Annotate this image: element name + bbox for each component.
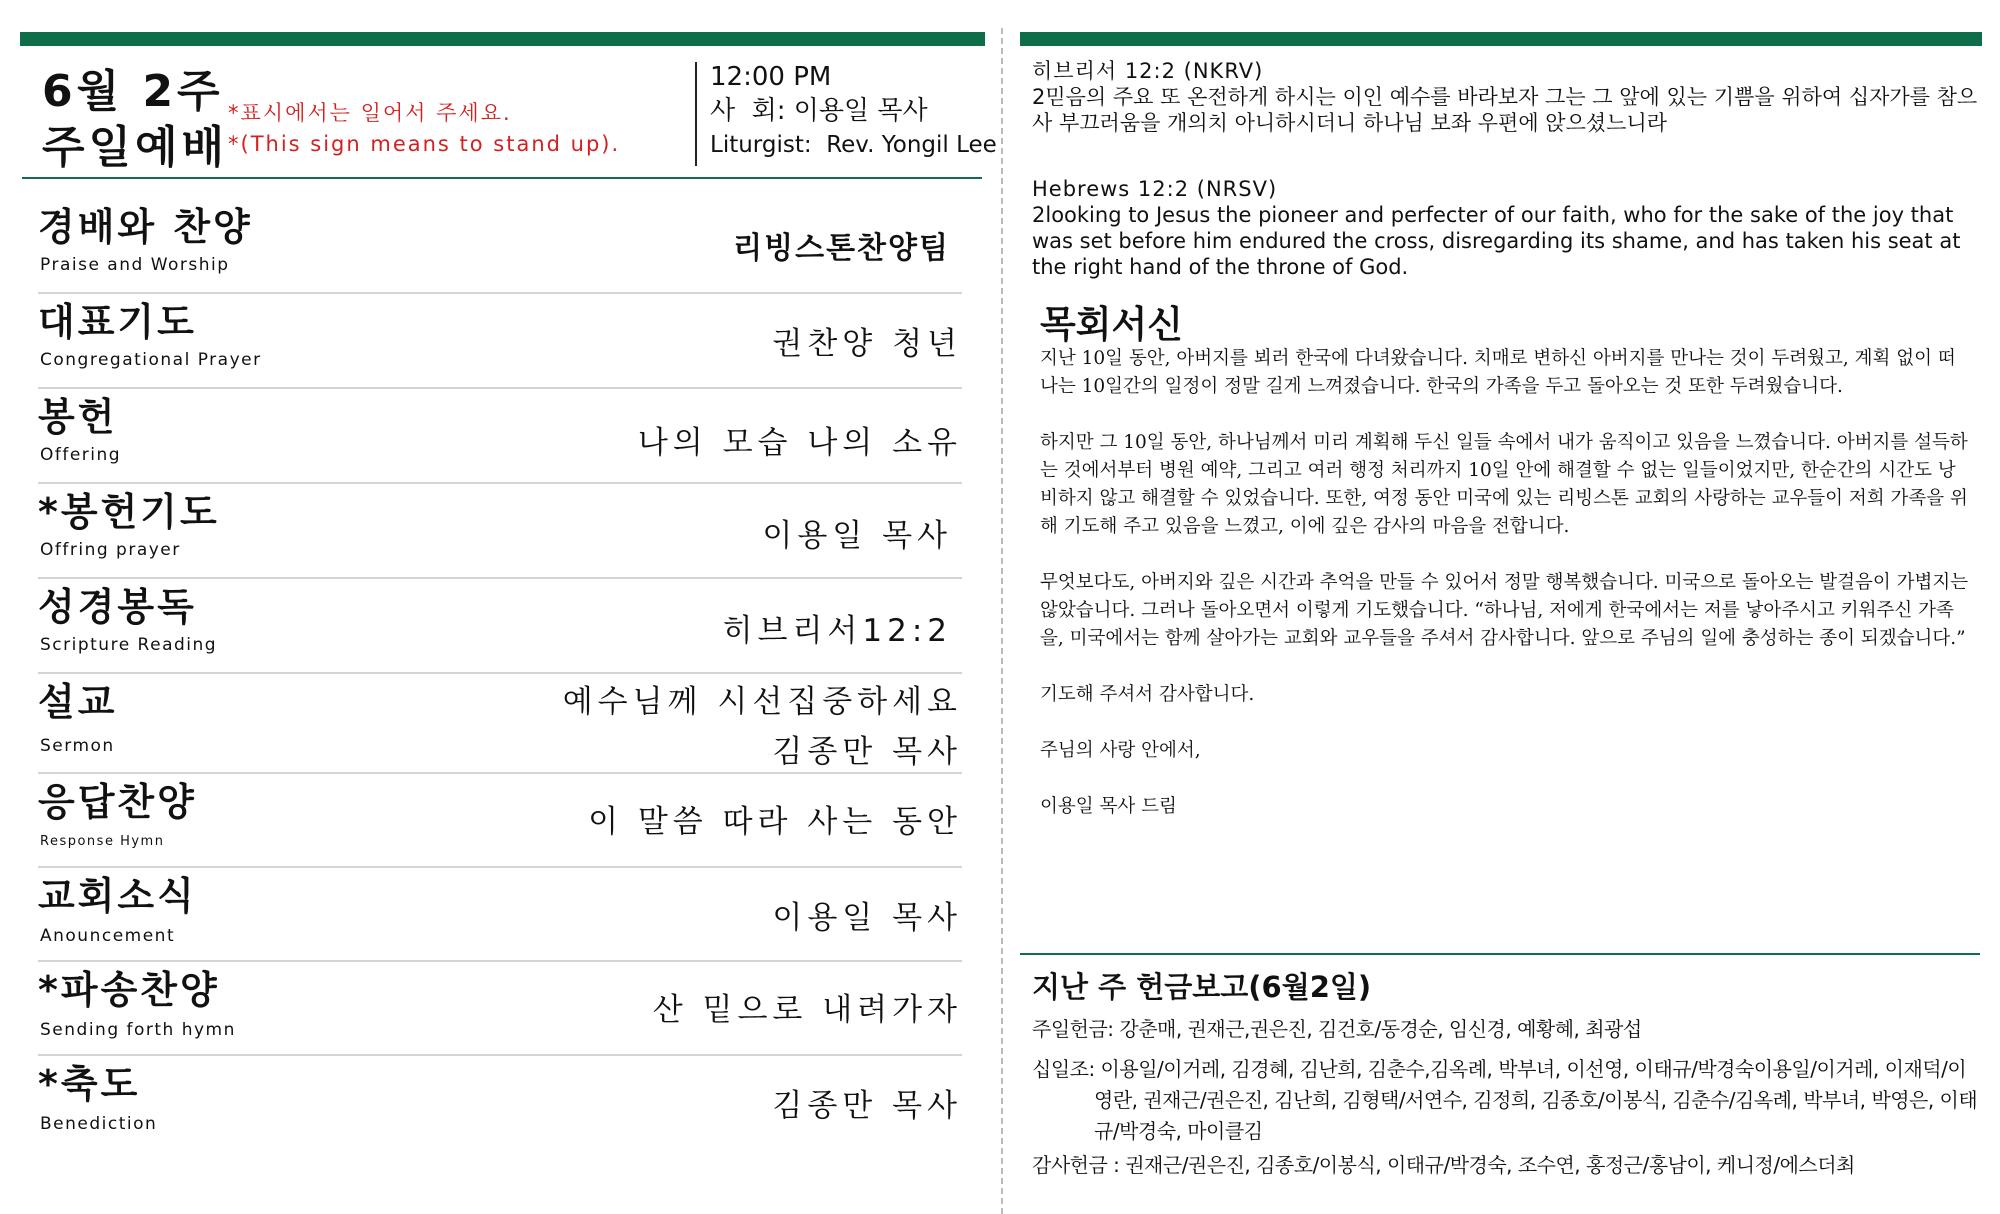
offering-title: 지난 주 헌금보고(6월2일): [1032, 970, 1372, 1004]
header-separator: [695, 62, 697, 166]
order-item: [38, 672, 962, 774]
order-title-ko: 경배와 찬양: [38, 205, 253, 249]
scripture-en-ref: Hebrews 12:2 (NRSV): [1032, 177, 1278, 201]
order-leader: 리빙스톤찬양팀: [733, 231, 950, 266]
order-leader: 이용일 목사: [762, 518, 952, 554]
order-title-ko: 성경봉독: [38, 585, 197, 629]
letter-paragraph: 기도해 주셔서 감사합니다.: [1040, 684, 1255, 705]
order-leader: 김종만 목사: [772, 734, 962, 770]
pastoral-letter: [1040, 345, 1970, 849]
order-title-ko: 봉헌: [38, 395, 118, 439]
service-date: [42, 64, 228, 176]
order-title-ko: *축도: [38, 1062, 141, 1106]
right-top-bar: [1020, 32, 1982, 46]
order-title-ko: 응답찬양: [38, 780, 197, 824]
scripture-ko-ref: 히브리서 12:2 (NKRV): [1032, 59, 1264, 83]
order-leader: 산 밑으로 내려가자: [652, 992, 962, 1028]
letter-title: 목회서신: [1040, 303, 1183, 346]
offering-rule: [1020, 953, 1980, 955]
service-week: 6월 2주: [42, 66, 224, 117]
order-title-en: Praise and Worship: [40, 255, 230, 275]
offering-tithe: 십일조: 이용일/이거레, 김경혜, 김난희, 김춘수,김옥례, 박부녀, 이선영, 이태규/박경숙이용일/이거레, 이재덕/이영란, 권재근/권은진, 김난희, 김형택/서연수, 김정희, 김종호/이봉식, 김춘수/김옥례, 박부녀, 박영은, 이태규/박경숙, 마이클김: [1032, 1057, 1978, 1143]
order-title-en: Sending forth hymn: [40, 1020, 236, 1040]
scripture-en: [1032, 176, 1982, 280]
order-title-ko: 설교: [38, 680, 118, 724]
order-title-en: Benediction: [40, 1114, 158, 1134]
order-item: [38, 1054, 962, 1148]
letter-paragraph: 하지만 그 10일 동안, 하나님께서 미리 계획해 두신 일들 속에서 내가 움직이고 있음을 느꼈습니다. 아버지를 설득하는 것에서부터 병원 예약, 그리고 여러 행정 처리까지 10일 안에 해결할 수 없는 일들이었지만, 한순간의 시간도 낭비하지 않고 해결할 수 있었습니다. 또한, 여정 동안 미국에 있는 리빙스톤 교회의 사랑하는 교우들이 저희 가족을 위해 기도해 주고 있음을 느꼈고, 이에 깊은 감사의 마음을 전합니다.: [1040, 432, 1968, 537]
scripture-en-text: 2looking to Jesus the pioneer and perfecter of our faith, who for the sake of the joy that was set before him endured the cross, disregarding its shame, and has taken his seat at the right hand of the throne of God.: [1032, 203, 1961, 279]
offering-sunday: 주일헌금: 강춘매, 권재근,권은진, 김건호/동경순, 임신경, 예황혜, 최광섭: [1032, 1017, 1642, 1041]
liturgist-en: Liturgist: Rev. Yongil Lee: [710, 132, 997, 158]
order-title-en: Congregational Prayer: [40, 350, 262, 370]
page-divider: [1001, 28, 1003, 1214]
order-item: [38, 960, 962, 1056]
stand-note-ko: *표시에서는 일어서 주세요.: [228, 101, 512, 125]
service-info: [710, 60, 997, 162]
order-item: [38, 577, 962, 674]
order-title-ko: *파송찬양: [38, 968, 220, 1012]
stand-note: [228, 98, 620, 160]
order-title-ko: 대표기도: [38, 300, 197, 344]
order-item: [38, 482, 962, 579]
order-title-ko: 교회소식: [38, 874, 197, 918]
liturgist-ko: 사 회: 이용일 목사: [710, 96, 928, 126]
order-leader: 이 말씀 따라 사는 동안: [588, 804, 962, 840]
offering-thanks: 감사헌금 : 권재근/권은진, 김종호/이봉식, 이태규/박경숙, 조수연, 홍정근/홍남이, 케니정/에스더최: [1032, 1153, 1855, 1177]
stand-note-en: *(This sign means to stand up).: [228, 132, 621, 156]
service-name: 주일예배: [42, 122, 229, 173]
order-title-en: Scripture Reading: [40, 635, 218, 655]
order-item: [38, 772, 962, 868]
letter-paragraph: 지난 10일 동안, 아버지를 뵈러 한국에 다녀왔습니다. 치매로 변하신 아버지를 만나는 것이 두려웠고, 계획 없이 떠나는 10일간의 일정이 정말 길게 느껴졌습니다. 한국의 가족을 두고 돌아오는 것 또한 두려웠습니다.: [1040, 348, 1956, 397]
order-title-en: Anouncement: [40, 926, 176, 946]
order-item: [38, 387, 962, 484]
order-title-ko: *봉헌기도: [38, 490, 220, 534]
service-time: 12:00 PM: [710, 62, 832, 92]
order-title-en: Offring prayer: [40, 540, 181, 560]
header-rule: [22, 177, 982, 179]
scripture-ko: [1032, 58, 1982, 136]
order-title-en: Response Hymn: [40, 834, 165, 849]
order-leader: 나의 모습 나의 소유: [637, 425, 962, 461]
order-leader: 권찬양 청년: [772, 326, 962, 362]
left-top-bar: [20, 32, 985, 46]
letter-paragraph: 무엇보다도, 아버지와 깊은 시간과 추억을 만들 수 있어서 정말 행복했습니다. 미국으로 돌아오는 발걸음이 가볍지는 않았습니다. 그러나 돌아오면서 이렇게 기도했습니다. “하나님, 저에게 한국에서는 저를 낳아주시고 키워주신 가족을, 미국에서는 함께 살아가는 교회와 교우들을 주셔서 감사합니다. 앞으로 주님의 일에 충성하는 종이 되겠습니다.”: [1040, 572, 1969, 649]
order-item: [38, 197, 962, 294]
order-leader: 히브리서12:2: [722, 613, 952, 649]
order-item: [38, 292, 962, 389]
order-title-en: Offering: [40, 445, 122, 465]
order-item: [38, 866, 962, 962]
order-leader: 김종만 목사: [772, 1088, 962, 1124]
scripture-ko-text: 2믿음의 주요 또 온전하게 하시는 이인 예수를 바라보자 그는 그 앞에 있는 기쁨을 위하여 십자가를 참으사 부끄러움을 개의치 아니하시더니 하나님 보좌 우편에 앉으셨느니라: [1032, 85, 1978, 135]
letter-signature: 이용일 목사 드림: [1040, 796, 1177, 817]
sermon-title: 예수님께 시선집중하세요: [562, 684, 962, 720]
letter-paragraph: 주님의 사랑 안에서,: [1040, 740, 1201, 761]
order-title-en: Sermon: [40, 736, 115, 756]
order-leader: 이용일 목사: [772, 900, 962, 936]
